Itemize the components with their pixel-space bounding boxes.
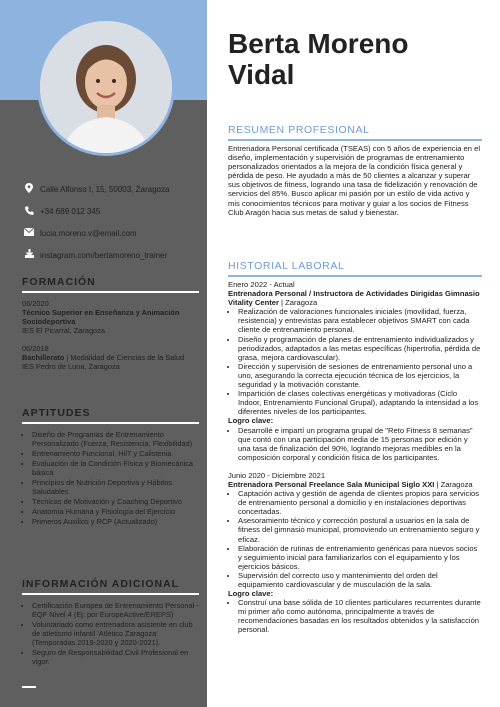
skills-section [22, 407, 199, 527]
additional-title: INFORMACIÓN ADICIONAL [22, 578, 199, 595]
job-bullet: • Diseño y programación de planes de entrenamiento individualizados y periodizados, adaptados a las metas específicas (hipertrofia, pérdida de grasa, mejora cardiovascular). [238, 335, 482, 362]
contact-email [22, 224, 202, 242]
additional-section [22, 578, 199, 667]
summary-text: Entrenadora Personal certificada (TSEAS) con 5 años de experiencia en el diseño, implementación y supervisión de programas de entrenamiento personalizados orientados a la mejora de la condición física general y pérdida de peso. He ayudado a más de 50 clientes a alcanzar y superar sus objetivos de fitness, logrando una tasa de fidelización y renovación de servicios del 85%. Busco aplicar mi pasión por un estilo de vida activo y mis conocimientos técnicos para motivar y guiar a los socios de Fitness Club Aragón hacia sus metas de salud y bienestar. [228, 144, 481, 217]
phone-icon [22, 206, 36, 217]
key-achievement: • Construí una base sólida de 10 clientes particulares recurrentes durante mi primer año como autónoma, principalmente a través de recomendaciones basadas en los resultados obtenidos y la satisfacción personal. [238, 598, 482, 634]
name-line-2: Vidal [228, 59, 295, 90]
sidebar-divider [22, 686, 36, 688]
skill-item: • Principios de Nutrición Deportiva y Hábitos Saludables [32, 478, 199, 496]
job-bullets [228, 307, 482, 416]
envelope-icon [22, 228, 36, 238]
job-bullet: • Captación activa y gestión de agenda de clientes propios para servicios de entrenamiento personal a domicilio y en instalaciones deportivas concertadas. [238, 489, 482, 516]
map-pin-icon [22, 183, 36, 195]
email-link[interactable]: lucia.moreno.v@email.com [40, 228, 137, 238]
contact-instagram [22, 246, 202, 264]
education-section [22, 276, 199, 371]
job-role: Entrenadora Personal Freelance Sala Municipal Siglo XXI | Zaragoza [228, 479, 473, 489]
skill-item: • Evaluación de la Condición Física y Biomecánica básica [32, 459, 199, 477]
job-bullet: • Dirección y supervisión de sesiones de entrenamiento personal uno a uno, asegurando la correcta ejecución técnica de los ejercicios, la seguridad y la motivación constante. [238, 362, 482, 389]
key-achievement-label: Logro clave: [228, 416, 274, 426]
key-achievement-list [228, 426, 482, 462]
job-entry [228, 471, 482, 635]
job-bullets [228, 489, 482, 589]
summary-section [228, 124, 482, 217]
experience-title: HISTORIAL LABORAL [228, 260, 482, 277]
contact-list [22, 180, 202, 268]
name-line-1: Berta Moreno [228, 28, 409, 59]
job-bullet: • Supervisión del correcto uso y mantenimiento del orden del equipamiento cardiovascular y de musculación de la sala. [238, 571, 482, 589]
job-bullet: • Impartición de clases colectivas energéticas y motivadoras (Ciclo Indoor, Entrenamiento Funcional Grupal), adaptando la intensidad a los diferentes niveles de los participantes. [238, 389, 482, 416]
phone-text: +34 689 012 345 [40, 206, 101, 216]
job-entry [228, 280, 482, 462]
additional-item: • Voluntariado como entrenadora asistente en club de atletismo infantil 'Atlético Zaragoza' (Temporadas 2019-2020 y 2020-2021). [32, 620, 199, 647]
education-degree: Bachillerato [22, 353, 65, 362]
key-achievement-label: Logro clave: [228, 589, 274, 599]
instagram-icon [22, 249, 36, 261]
address-text: Calle Alfonso I, 15, 50003, Zaragoza [40, 184, 170, 194]
education-body [22, 299, 199, 371]
job-bullet: • Realización de valoraciones funcionales iniciales (movilidad, fuerza, resistencia) y entrevistas para establecer objetivos SMART con cada cliente de entrenamiento personal. [238, 307, 482, 334]
additional-item: • Certificación Europea de Entrenamiento Personal - EQF Nivel 4 (Ej: por EuropeActive/EREPS) [32, 601, 199, 619]
job-dates: Junio 2020 - Diciembre 2021 [228, 470, 326, 480]
experience-jobs [228, 280, 482, 635]
person-avatar-icon [40, 21, 172, 153]
experience-section [228, 260, 482, 635]
contact-address [22, 180, 202, 198]
skills-title: APTITUDES [22, 407, 199, 424]
summary-title: RESUMEN PROFESIONAL [228, 124, 482, 141]
job-bullet: • Elaboración de rutinas de entrenamiento genéricas para nuevos socios y seguimiento inicial para familiarizarlos con el equipamiento y los ejercicios básicos. [238, 544, 482, 571]
contact-phone [22, 202, 202, 220]
additional-item: • Seguro de Responsabilidad Civil Profesional en vigor. [32, 648, 199, 666]
skill-item: • Primeros Auxilios y RCP (Actualizado) [32, 517, 199, 526]
education-date: 06/2018 [22, 344, 49, 353]
key-achievement: • Desarrollé e impartí un programa grupal de "Reto Fitness 8 semanas" que contó con una participación media de 15 personas por edición y una tasa de finalización del 90%, logrando mejoras medibles en la composición corporal y condición física de los participantes. [238, 426, 482, 462]
skill-item: • Diseño de Programas de Entrenamiento Personalizado (Fuerza, Resistencia, Flexibilidad) [32, 430, 199, 448]
education-item [22, 299, 199, 335]
education-place: IES El Picarral, Zaragoza [22, 326, 105, 335]
key-achievement-list [228, 598, 482, 634]
skill-item: • Técnicas de Motivación y Coaching Deportivo [32, 497, 199, 506]
skill-item: • Anatomía Humana y Fisiología del Ejercicio [32, 507, 199, 516]
candidate-name [228, 28, 488, 90]
job-role: Entrenadora Personal / Instructora de Actividades Dirigidas Gimnasio Vitality Center | Zaragoza [228, 289, 480, 308]
education-date: 06/2020 [22, 299, 49, 308]
education-place: IES Pedro de Luna, Zaragoza [22, 362, 120, 371]
education-degree: Técnico Superior en Enseñanza y Animación Sociodeportiva [22, 308, 180, 326]
job-dates: Enero 2022 - Actual [228, 280, 295, 289]
job-bullet: • Asesoramiento técnico y corrección postural a usuarios en la sala de fitness del gimnasio municipal, promoviendo un entrenamiento seguro y eficaz. [238, 516, 482, 543]
education-title: FORMACIÓN [22, 276, 199, 293]
education-item [22, 344, 199, 371]
instagram-link[interactable]: instagram.com/bertamoreno_trainer [40, 250, 168, 260]
skills-list [22, 430, 199, 526]
additional-body [22, 601, 199, 666]
education-detail: | Modalidad de Ciencias de la Salud [64, 353, 185, 362]
profile-photo [37, 18, 175, 156]
additional-list [22, 601, 199, 666]
skill-item: • Entrenamiento Funcional, HiiT y Calistenia [32, 449, 199, 458]
skills-body [22, 430, 199, 526]
